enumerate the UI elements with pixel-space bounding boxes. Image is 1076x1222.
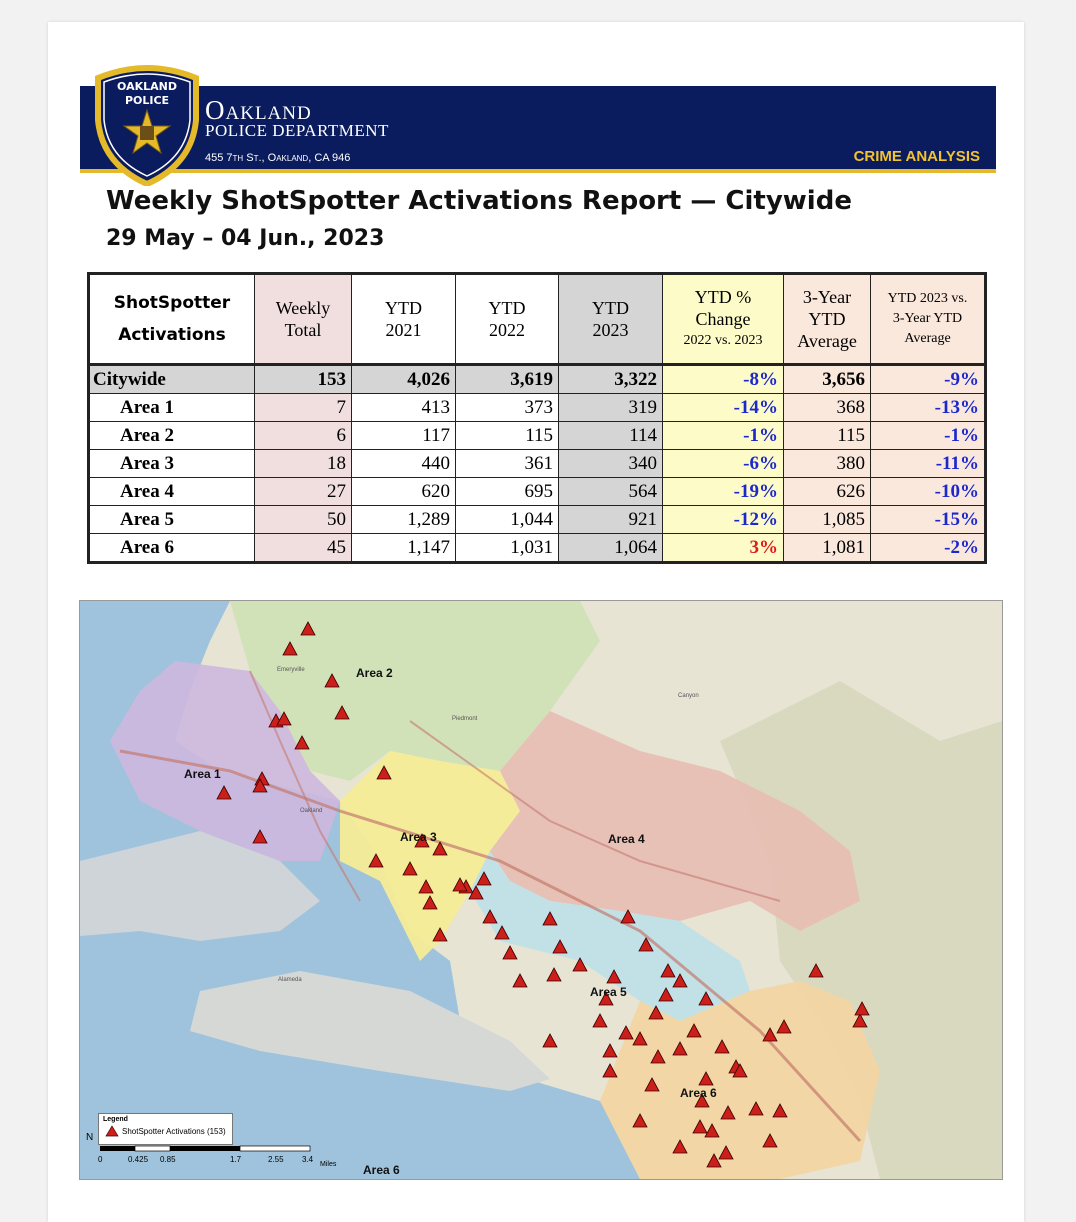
cell-pct-change: -8% — [663, 365, 784, 394]
cell-ytd-2023: 921 — [559, 506, 663, 534]
header-ytd-2021: YTD 2021 — [352, 274, 456, 365]
area-1-label: Area 1 — [184, 767, 221, 781]
row-label: Area 1 — [89, 394, 255, 422]
scale-tick-5: 3.4 — [302, 1155, 314, 1164]
cell-ytd-2022: 3,619 — [456, 365, 559, 394]
cell-vs-average: -1% — [871, 422, 986, 450]
cell-ytd-2023: 3,322 — [559, 365, 663, 394]
header-pct-change: YTD % Change 2022 vs. 2023 — [663, 274, 784, 365]
row-label: Area 3 — [89, 450, 255, 478]
cell-weekly: 7 — [255, 394, 352, 422]
department-subname: POLICE DEPARTMENT — [205, 121, 389, 140]
cell-3yr-average: 626 — [784, 478, 871, 506]
cell-vs-average: -15% — [871, 506, 986, 534]
report-period: 29 May – 04 Jun., 2023 — [106, 226, 385, 251]
cell-ytd-2021: 4,026 — [352, 365, 456, 394]
cell-pct-change: -14% — [663, 394, 784, 422]
cell-ytd-2022: 373 — [456, 394, 559, 422]
cell-ytd-2023: 340 — [559, 450, 663, 478]
cell-ytd-2022: 695 — [456, 478, 559, 506]
scale-tick-4: 2.55 — [268, 1155, 284, 1164]
place-piedmont: Piedmont — [452, 716, 478, 722]
area-2-label: Area 2 — [356, 666, 393, 680]
cell-weekly: 6 — [255, 422, 352, 450]
report-title: Weekly ShotSpotter Activations Report — Citywide — [106, 186, 852, 216]
legend-item-label: ShotSpotter Activations (153) — [122, 1126, 226, 1136]
header-ytd-2023: YTD 2023 — [559, 274, 663, 365]
cell-ytd-2023: 319 — [559, 394, 663, 422]
table-row — [89, 422, 986, 450]
cell-ytd-2023: 564 — [559, 478, 663, 506]
cell-ytd-2021: 1,147 — [352, 534, 456, 563]
department-address: 455 7th St., Oakland, CA 946 — [205, 152, 351, 164]
row-label: Citywide — [89, 365, 255, 394]
north-arrow-label: N — [86, 1132, 94, 1143]
scale-unit: Miles — [320, 1161, 337, 1168]
activations-table — [87, 272, 987, 564]
legend-title: Legend — [103, 1116, 128, 1123]
header-activations: ShotSpotter Activations — [89, 274, 255, 365]
area-3-label: Area 3 — [400, 830, 437, 844]
cell-weekly: 50 — [255, 506, 352, 534]
table-row — [89, 394, 986, 422]
cell-weekly: 153 — [255, 365, 352, 394]
unit-label: CRIME ANALYSIS — [853, 148, 980, 165]
cell-vs-average: -11% — [871, 450, 986, 478]
cell-vs-average: -10% — [871, 478, 986, 506]
cell-vs-average: -2% — [871, 534, 986, 563]
cell-ytd-2023: 1,064 — [559, 534, 663, 563]
cell-ytd-2022: 115 — [456, 422, 559, 450]
cell-ytd-2022: 1,044 — [456, 506, 559, 534]
area-6-label: Area 6 — [680, 1086, 717, 1100]
header-vs-average: YTD 2023 vs. 3-Year YTD Average — [871, 274, 986, 365]
row-label: Area 2 — [89, 422, 255, 450]
cell-ytd-2021: 413 — [352, 394, 456, 422]
header-ytd-2022: YTD 2022 — [456, 274, 559, 365]
cell-pct-change: -19% — [663, 478, 784, 506]
place-oakland: Oakland — [300, 808, 323, 814]
badge-bottom-text: POLICE — [124, 94, 170, 107]
cell-weekly: 18 — [255, 450, 352, 478]
header-3yr-average: 3-Year YTD Average — [784, 274, 871, 365]
scale-bar — [98, 1144, 358, 1168]
cell-pct-change: -6% — [663, 450, 784, 478]
scale-tick-1: 0.425 — [128, 1155, 149, 1164]
cell-vs-average: -9% — [871, 365, 986, 394]
table-row — [89, 506, 986, 534]
header-weekly: Weekly Total — [255, 274, 352, 365]
department-name: Oakland — [205, 95, 312, 125]
cell-3yr-average: 368 — [784, 394, 871, 422]
area-6-label-south: Area 6 — [363, 1163, 400, 1177]
triangle-marker-icon — [105, 1125, 119, 1137]
cell-ytd-2022: 1,031 — [456, 534, 559, 563]
row-label: Area 4 — [89, 478, 255, 506]
scale-tick-3: 1.7 — [230, 1155, 242, 1164]
cell-3yr-average: 380 — [784, 450, 871, 478]
place-canyon: Canyon — [678, 693, 699, 699]
police-badge-icon — [88, 60, 206, 186]
cell-ytd-2021: 1,289 — [352, 506, 456, 534]
table-header-row — [89, 274, 986, 365]
cell-ytd-2021: 117 — [352, 422, 456, 450]
row-label: Area 5 — [89, 506, 255, 534]
place-emeryville: Emeryville — [277, 667, 305, 673]
cell-3yr-average: 115 — [784, 422, 871, 450]
cell-3yr-average: 1,085 — [784, 506, 871, 534]
cell-weekly: 45 — [255, 534, 352, 563]
cell-ytd-2021: 440 — [352, 450, 456, 478]
cell-ytd-2023: 114 — [559, 422, 663, 450]
scale-tick-2: 0.85 — [160, 1155, 176, 1164]
cell-pct-change: 3% — [663, 534, 784, 563]
activations-map — [79, 600, 1003, 1180]
badge-top-text: OAKLAND — [117, 80, 177, 93]
place-alameda: Alameda — [278, 977, 302, 983]
cell-pct-change: -1% — [663, 422, 784, 450]
cell-3yr-average: 3,656 — [784, 365, 871, 394]
map-legend — [98, 1113, 233, 1145]
table-row — [89, 450, 986, 478]
area-4-label: Area 4 — [608, 832, 645, 846]
cell-vs-average: -13% — [871, 394, 986, 422]
cell-ytd-2022: 361 — [456, 450, 559, 478]
map-canvas — [80, 601, 1002, 1179]
table-row-citywide — [89, 365, 986, 394]
area-5-label: Area 5 — [590, 985, 627, 999]
cell-3yr-average: 1,081 — [784, 534, 871, 563]
cell-weekly: 27 — [255, 478, 352, 506]
table-row — [89, 534, 986, 563]
cell-ytd-2021: 620 — [352, 478, 456, 506]
table-row — [89, 478, 986, 506]
scale-tick-0: 0 — [98, 1155, 103, 1164]
row-label: Area 6 — [89, 534, 255, 563]
cell-pct-change: -12% — [663, 506, 784, 534]
